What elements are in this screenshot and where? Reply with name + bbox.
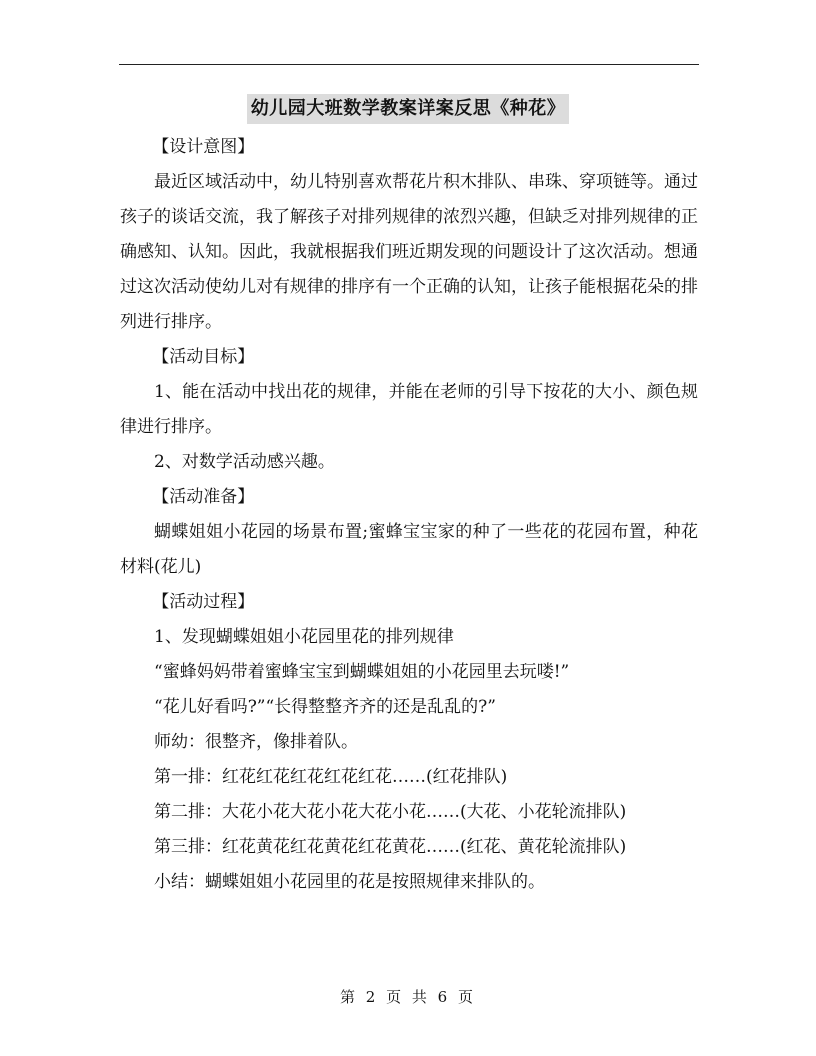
paragraph-quote-1: “蜜蜂妈妈带着蜜蜂宝宝到蝴蝶姐姐的小花园里去玩喽!” (154, 662, 570, 682)
paragraph-row-1: 第一排：红花红花红花红花红花……(红花排队) (154, 767, 508, 787)
paragraph-design-intent: 最近区域活动中，幼儿特别喜欢帮花片积木排队、串珠、穿项链等。通过孩子的谈话交流，我了解孩子对排列规律的浓烈兴趣，但缺乏对排列规律的正确感知、认知。因此，我就根据我们班近期发现的问题设计了这次活动。想通过这次活动使幼儿对有规律的排序有一个正确的认知，让孩子能根据花朵的排列进行排序。 (120, 172, 698, 332)
document-body (120, 130, 698, 900)
title-area (0, 94, 816, 124)
header-rule (119, 64, 699, 65)
paragraph-goal-1: 1、能在活动中找出花的规律，并能在老师的引导下按花的大小、颜色规律进行排序。 (120, 382, 698, 437)
paragraph-goal-2: 2、对数学活动感兴趣。 (154, 452, 335, 472)
page-number: 第 2 页 共 6 页 (340, 988, 476, 1006)
paragraph-row-2: 第二排：大花小花大花小花大花小花……(大花、小花轮流排队) (154, 802, 627, 822)
paragraph-process-step-1: 1、发现蝴蝶姐姐小花园里花的排列规律 (154, 627, 454, 647)
section-heading-process: 【活动过程】 (152, 592, 255, 612)
section-heading-preparation: 【活动准备】 (152, 487, 255, 507)
paragraph-dialogue: 师幼：很整齐，像排着队。 (154, 732, 358, 752)
section-heading-goals: 【活动目标】 (152, 347, 255, 367)
paragraph-row-3: 第三排：红花黄花红花黄花红花黄花……(红花、黄花轮流排队) (154, 837, 627, 857)
paragraph-summary: 小结：蝴蝶姐姐小花园里的花是按照规律来排队的。 (154, 872, 545, 892)
paragraph-quote-2: “花儿好看吗?”“长得整整齐齐的还是乱乱的?” (154, 697, 496, 717)
section-heading-design-intent: 【设计意图】 (152, 137, 255, 157)
paragraph-preparation: 蝴蝶姐姐小花园的场景布置;蜜蜂宝宝家的种了一些花的花园布置，种花材料(花儿) (120, 522, 698, 577)
document-title: 幼儿园大班数学教案详案反思《种花》 (247, 94, 570, 124)
